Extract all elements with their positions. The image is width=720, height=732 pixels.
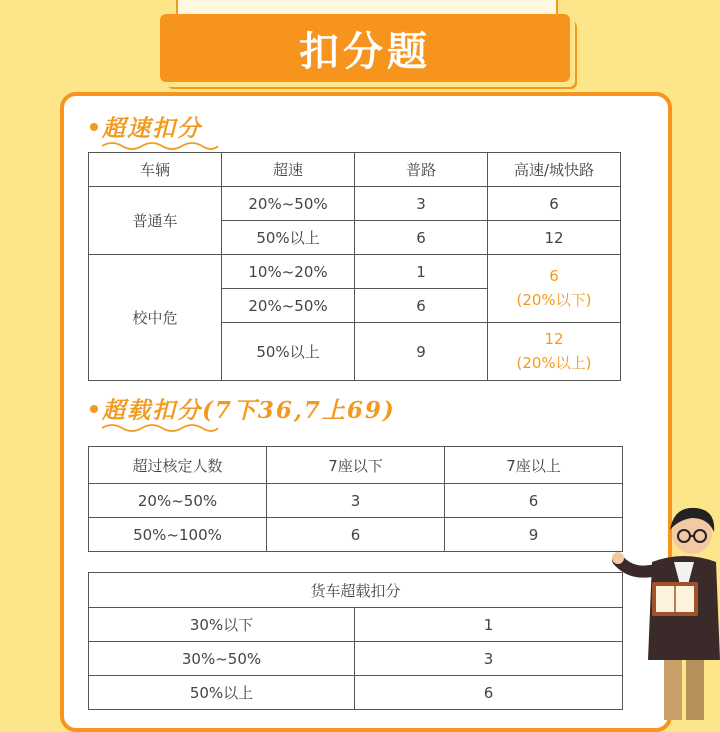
table-cell: 50%以上: [89, 676, 355, 710]
squiggle-underline-icon: [100, 140, 220, 150]
table-cell: 6: [488, 187, 621, 221]
table-row: [89, 642, 623, 676]
table-header-row: [89, 153, 621, 187]
table-cell: 3: [267, 484, 445, 518]
table-cell: 6: [355, 289, 488, 323]
header-cell: 普路: [355, 153, 488, 187]
overload-section-title: [90, 392, 396, 425]
table-row: [89, 518, 623, 552]
highlight-note: (20%以下): [516, 291, 592, 309]
speeding-section-title: [90, 110, 202, 143]
table-cell: 30%以下: [89, 608, 355, 642]
header-cell: 车辆: [89, 153, 222, 187]
highway-merged-cell: [488, 255, 621, 323]
title-banner: [160, 14, 570, 82]
table-cell: 12: [488, 221, 621, 255]
speeding-title-text: 超速扣分: [102, 115, 202, 142]
table-row: [89, 676, 623, 710]
table-cell: 50%~100%: [89, 518, 267, 552]
highlight-value: 6: [549, 267, 559, 285]
header-cell: 货车超载扣分: [89, 573, 623, 608]
table-row: [89, 608, 623, 642]
highway-merged-cell: [488, 323, 621, 381]
header-cell: 超速: [222, 153, 355, 187]
table-cell: 9: [355, 323, 488, 381]
highlight-value: 12: [544, 330, 564, 348]
table-cell: 50%以上: [222, 323, 355, 381]
table-row: [89, 484, 623, 518]
table-cell: 10%~20%: [222, 255, 355, 289]
teacher-illustration-icon: [612, 500, 720, 720]
table-cell: 6: [445, 484, 623, 518]
bullet-dot-icon: [90, 123, 98, 131]
table-cell: 3: [355, 642, 623, 676]
table-row: [89, 255, 621, 289]
table-header-row: [89, 573, 623, 608]
overload-table: [88, 446, 623, 552]
table-cell: 6: [355, 676, 623, 710]
table-cell: 20%~50%: [222, 187, 355, 221]
bullet-dot-icon: [90, 405, 98, 413]
vehicle-label-cell: 校中危: [89, 255, 222, 381]
header-cell: 7座以下: [267, 447, 445, 484]
table-cell: 50%以上: [222, 221, 355, 255]
overload-title-text: 超载扣分(7下36,7上69): [102, 397, 396, 424]
table-cell: 3: [355, 187, 488, 221]
table-cell: 20%~50%: [89, 484, 267, 518]
page-title: 扣分题: [299, 28, 431, 75]
table-header-row: [89, 447, 623, 484]
table-cell: 6: [267, 518, 445, 552]
table-cell: 30%~50%: [89, 642, 355, 676]
highlight-note: (20%以上): [516, 354, 592, 372]
speeding-table: [88, 152, 621, 381]
squiggle-underline-icon: [100, 422, 220, 432]
table-row: [89, 187, 621, 221]
header-cell: 7座以上: [445, 447, 623, 484]
vehicle-label-cell: 普通车: [89, 187, 222, 255]
header-cell: 高速/城快路: [488, 153, 621, 187]
header-cell: 超过核定人数: [89, 447, 267, 484]
table-cell: 20%~50%: [222, 289, 355, 323]
table-cell: 6: [355, 221, 488, 255]
truck-overload-table: [88, 572, 623, 710]
table-cell: 9: [445, 518, 623, 552]
table-cell: 1: [355, 255, 488, 289]
table-cell: 1: [355, 608, 623, 642]
